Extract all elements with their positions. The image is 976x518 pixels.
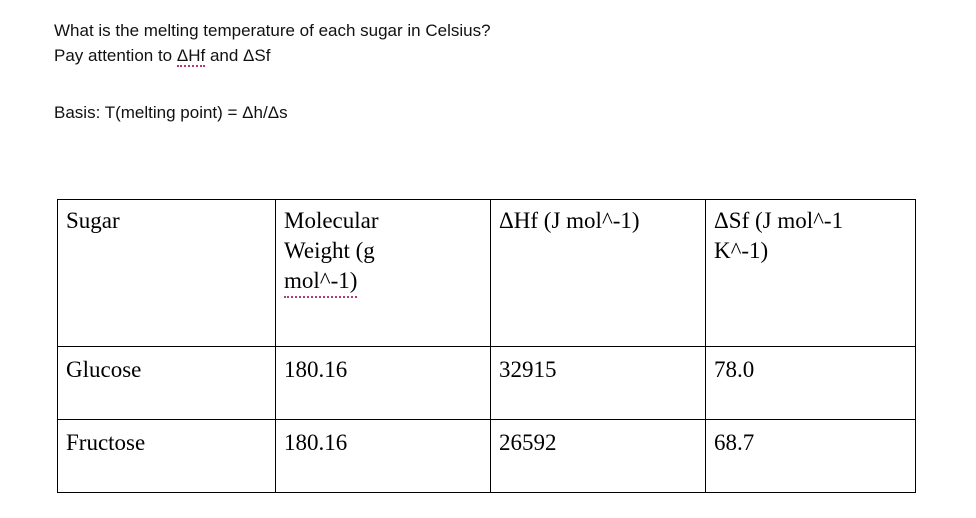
basis-equation: Basis: T(melting point) = Δh/Δs xyxy=(54,103,288,122)
column-header-delta-sf xyxy=(706,200,916,347)
cell-molecular-weight: 180.16 xyxy=(276,347,491,420)
table-row xyxy=(58,347,916,420)
question-line-2-spellchecked-term: ΔHf xyxy=(176,46,206,65)
column-header-delta-hf xyxy=(491,200,706,347)
sugar-properties-table xyxy=(57,199,916,493)
column-header-dsf-line2: K^-1) xyxy=(714,238,769,263)
column-header-sugar xyxy=(58,200,276,347)
cell-delta-hf: 32915 xyxy=(491,347,706,420)
table-row xyxy=(58,420,916,493)
question-block xyxy=(54,18,934,68)
cell-delta-sf: 68.7 xyxy=(706,420,916,493)
cell-molecular-weight: 180.16 xyxy=(276,420,491,493)
cell-delta-sf: 78.0 xyxy=(706,347,916,420)
column-header-mw-line2: Weight (g xyxy=(284,238,375,263)
cell-sugar-name: Fructose xyxy=(58,420,276,493)
column-header-dhf-line1: ΔHf (J mol^-1) xyxy=(499,208,640,233)
question-line-2-suffix: and ΔSf xyxy=(205,46,271,65)
cell-sugar-name: Glucose xyxy=(58,347,276,420)
question-line-1: What is the melting temperature of each sugar in Celsius? xyxy=(54,21,491,40)
column-header-mw-line3: mol^-1) xyxy=(284,266,357,298)
column-header-dsf-line1: ΔSf (J mol^-1 xyxy=(714,208,844,233)
cell-delta-hf: 26592 xyxy=(491,420,706,493)
question-line-2 xyxy=(54,43,934,68)
column-header-mw-line1: Molecular xyxy=(284,208,379,233)
column-header-molecular-weight xyxy=(276,200,491,347)
question-line-2-prefix: Pay attention to xyxy=(54,46,177,65)
column-header-sugar-line1: Sugar xyxy=(66,208,120,233)
table-header-row xyxy=(58,200,916,347)
